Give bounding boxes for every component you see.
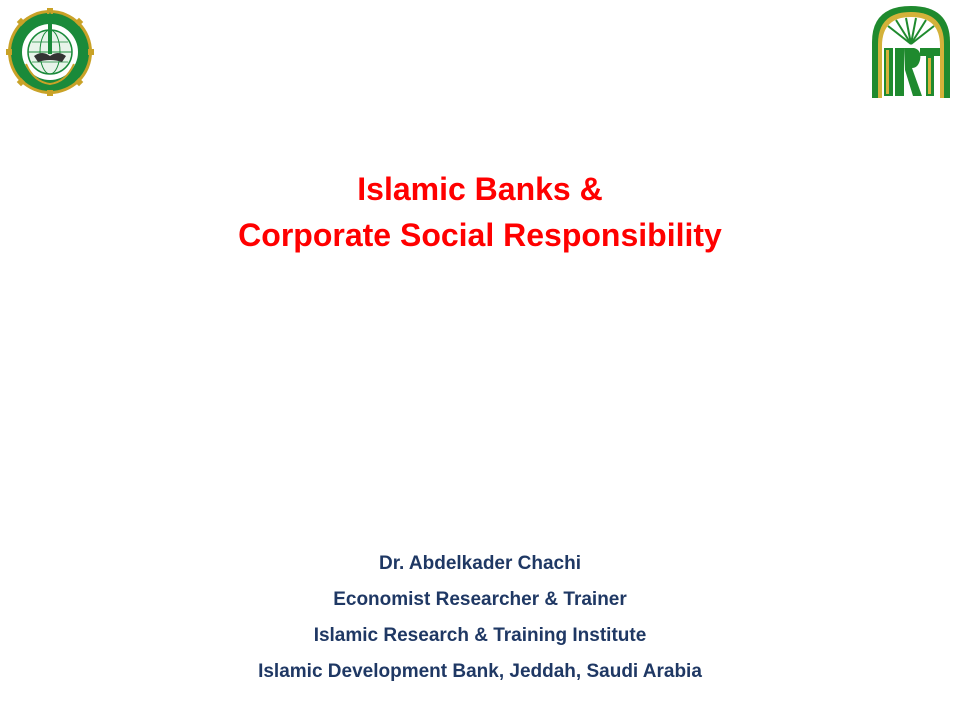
irti-logo-icon — [866, 2, 956, 102]
author-institute: Islamic Research & Training Institute — [313, 625, 647, 646]
title-line-2: Corporate Social Responsibility — [238, 217, 722, 253]
irti-logo — [866, 2, 956, 102]
isdb-logo — [4, 2, 96, 98]
author-organization: Islamic Development Bank, Jeddah, Saudi Arabia — [258, 661, 702, 682]
author-role: Economist Researcher & Trainer — [333, 589, 627, 610]
slide-title — [0, 166, 960, 258]
author-info — [0, 546, 960, 690]
isdb-emblem-icon — [4, 2, 96, 98]
author-name: Dr. Abdelkader Chachi — [378, 553, 582, 574]
title-line-1: Islamic Banks & — [357, 171, 603, 207]
